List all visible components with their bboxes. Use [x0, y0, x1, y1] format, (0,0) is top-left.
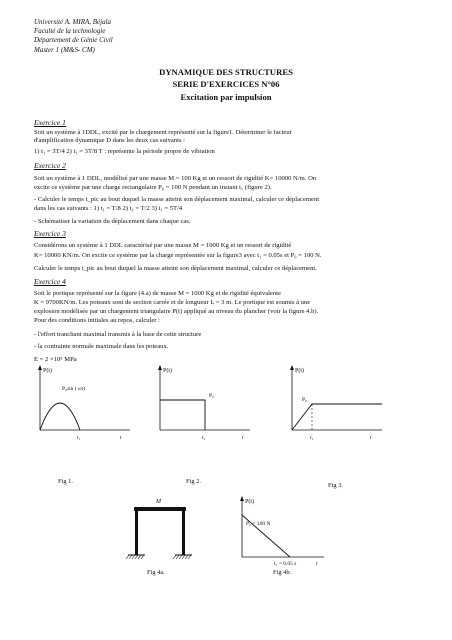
header-level: Master 1 (M&S- CM) — [34, 45, 95, 54]
exercise-2-heading: Exercice 2 — [34, 161, 66, 170]
exercise-1-line: Soit un système à 1DDL, excité par le chargement représenté sur la figure1. Déterminer le facteur — [34, 129, 292, 136]
fig1-ylabel: P(t) — [43, 368, 52, 374]
fig4b-t1-label: t₁ = 0.05 s — [274, 561, 297, 567]
fig3-t1-label: t₁ — [310, 435, 314, 441]
exercise-4-line: E = 2 ×10⁵ MPa — [34, 356, 77, 363]
fig4a-mass-label: M — [156, 499, 161, 505]
fig4b-ylabel: P(t) — [245, 499, 254, 505]
figure-4a-portal-frame — [120, 495, 200, 570]
exercise-2-line: dans les cas suivants : 1) t₁ = T/8 2) t₁ = T/2 3) t₁ = 5T/4 — [34, 205, 183, 212]
fig1-y-arrow — [38, 365, 42, 370]
fig4b-caption: Fig 4b. — [273, 569, 292, 576]
fig3-ylabel: P(t) — [295, 368, 304, 374]
fig1-caption: Fig 1. — [58, 478, 73, 485]
figure-2 — [150, 362, 260, 442]
fig4a-left-hatch — [126, 555, 144, 559]
exercise-2-line: - Calculer le temps t_pic au bout duquel la masse atteint son déplacement maximal, calculer ce déplacement — [34, 196, 320, 203]
exercise-4-line: Soit le portique représenté sur la figure (4.a) de masse M = 1000 Kg et de rigidité équivalente — [34, 290, 281, 297]
header-faculty: Faculté de la technologie — [34, 27, 106, 36]
figure-3 — [282, 362, 392, 442]
course-title: DYNAMIQUE DES STRUCTURES — [159, 67, 293, 77]
fig4a-right-hatch — [173, 555, 191, 559]
fig2-p0-label: P₀ — [209, 393, 214, 399]
series-title: SERIE D'EXERCICES N°06 — [172, 79, 280, 89]
fig4b-t-label: t — [316, 561, 318, 567]
fig2-t1-label: t₁ — [202, 435, 206, 441]
fig3-p0-label: P₀ — [302, 397, 307, 403]
fig4a-right-column — [182, 511, 185, 555]
exercise-1-line: d'amplification dynamique D dans les deux cas suivants : — [34, 137, 185, 144]
figure-1 — [30, 362, 140, 442]
fig3-t-label: t — [370, 435, 372, 441]
fig1-half-sine-curve — [40, 403, 80, 430]
fig1-t1-label: t₁ — [77, 435, 81, 441]
exercise-2-line: excite ce système par une charge rectangulaire P₀ = 100 N pendant un instant t₁ (figure 2). — [34, 184, 272, 191]
fig4a-caption: Fig 4a. — [147, 569, 165, 576]
exercise-4-line: - l'effort tranchant maximal transmis à la base de cette structure — [34, 331, 202, 338]
institution-header — [34, 18, 113, 55]
fig4a-left-column — [135, 511, 138, 555]
fig2-rectangular-pulse — [160, 400, 205, 430]
header-department: Département de Génie Civil — [34, 36, 113, 45]
exercise-3-line: Calculer le temps t_pic au bout duquel la masse atteint son déplacement maximal, calculer ce déplacement. — [34, 265, 317, 272]
exercise-2-line: Soit un système à 1 DDL, modélisé par une masse M = 100 Kg et un ressort de rigidité K= 10000 N/m. On — [34, 175, 317, 182]
exercise-3-heading: Exercice 3 — [34, 229, 66, 238]
exercise-4-line: explosion modélisée par un chargement triangulaire P(t) appliqué au niveau du plancher (voir la figure 4.b). — [34, 308, 319, 315]
fig3-caption: Fig 3. — [328, 482, 343, 489]
topic-title: Excitation par impulsion — [180, 92, 272, 102]
fig1-t-label: t — [120, 435, 122, 441]
fig1-curve-label: P₀sin ( ωt) — [62, 386, 85, 392]
fig2-t-label: t — [242, 435, 244, 441]
exercise-1-line: 1) t₁ = 3T/4 2) t₁ = 3T/8 T : représente la période propre de vibration — [34, 148, 215, 155]
exercise-3-line: Considérons un système à 1 DDL caractérisé par une masse M = 1000 Kg et un ressort de rigidité — [34, 242, 292, 249]
header-university: Université A. MIRA, Béjaïa — [34, 18, 112, 26]
fig4b-p0-label: P₀ = 100 N — [246, 521, 271, 527]
exercise-3-line: K= 10000 KN/m. On excite ce système par la charge représentée sur la figure3 avec t₁ = 0.05s et P₀ = 100 N. — [34, 252, 322, 259]
fig4b-y-arrow — [240, 496, 244, 501]
exercise-4-line: K = 9700KN/m. Les poteaux sont de section carrée et de longueur L = 3 m. Le portique est soumis à une — [34, 299, 311, 306]
exercise-4-heading: Exercice 4 — [34, 277, 66, 286]
figure-4b — [232, 493, 332, 568]
fig2-y-arrow — [158, 365, 162, 370]
fig2-ylabel: P(t) — [163, 368, 172, 374]
fig3-ramp-load — [292, 404, 382, 430]
fig4a-slab — [134, 507, 186, 511]
fig2-caption: Fig 2. — [186, 478, 201, 485]
exercise-2-line: - Schématiser la variation du déplacement dans chaque cas. — [34, 218, 191, 225]
exercise-4-line: Pour des conditions initiales au repos, calculer : — [34, 317, 160, 324]
fig3-y-arrow — [290, 365, 294, 370]
exercise-1-heading: Exercice 1 — [34, 118, 66, 127]
exercise-4-line: - la contrainte normale maximale dans les poteaux. — [34, 343, 169, 350]
